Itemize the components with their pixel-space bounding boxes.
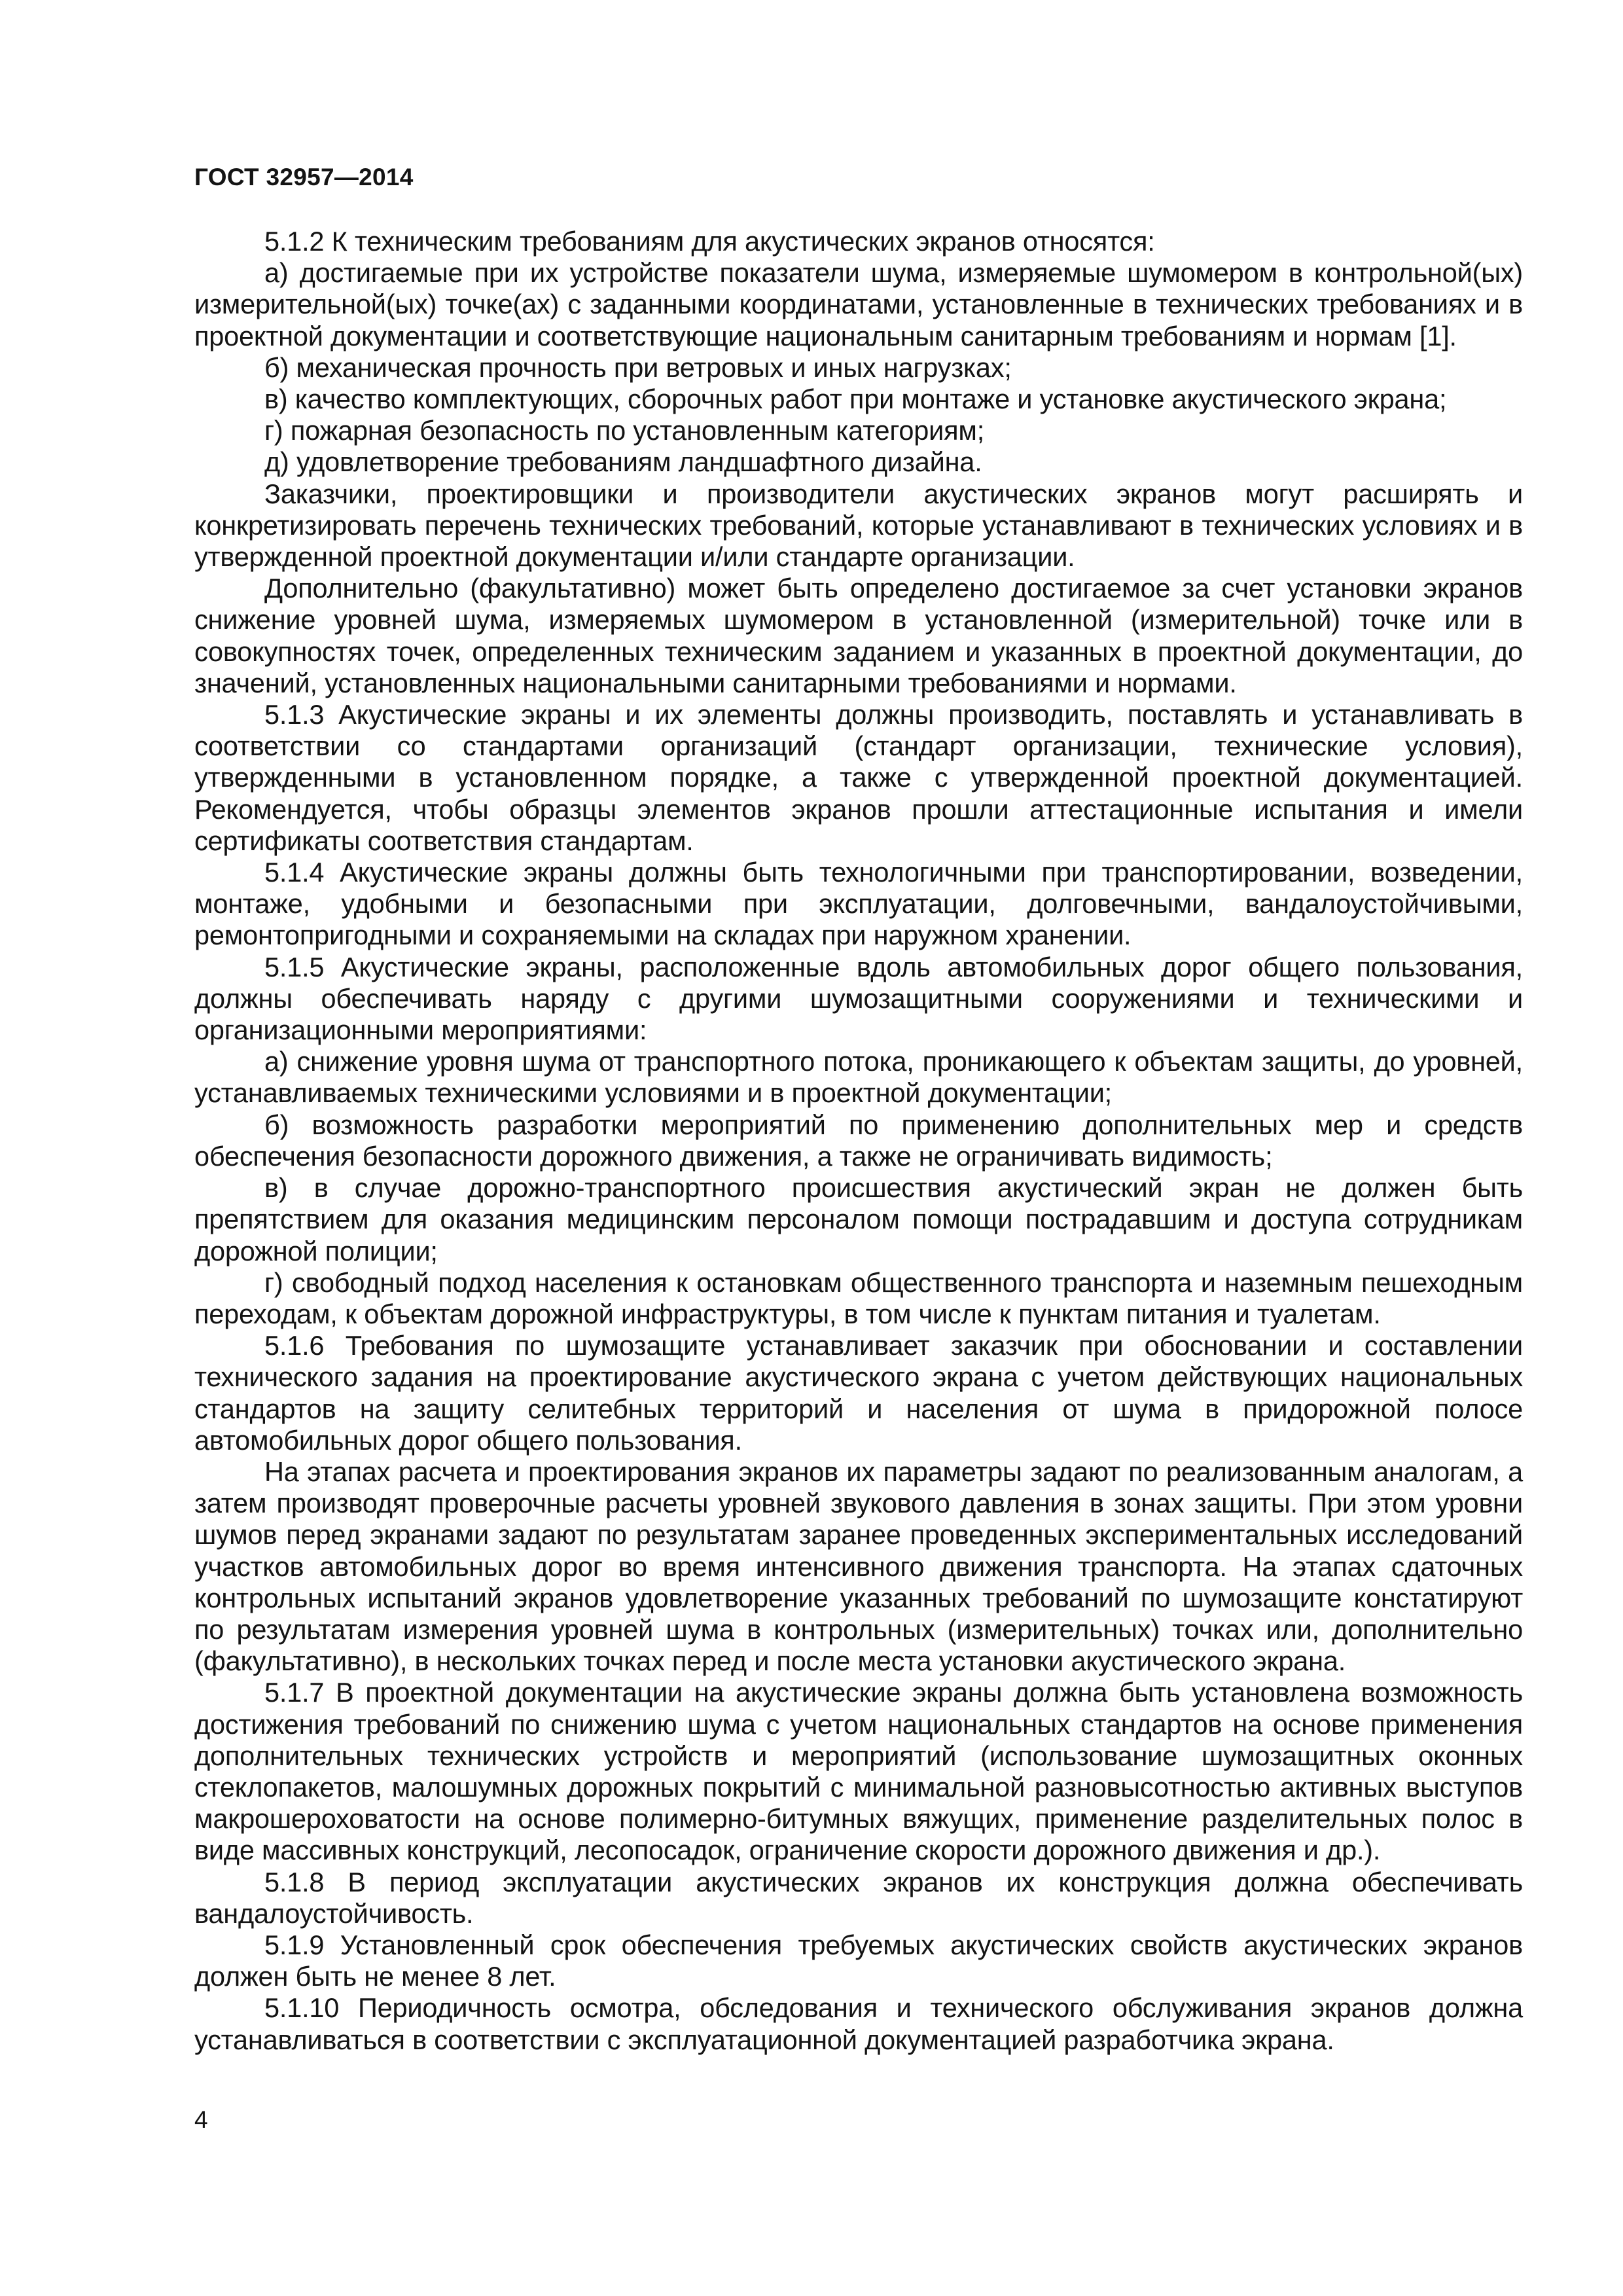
paragraph-5-1-4: 5.1.4 Акустические экраны должны быть технологичными при транспортировании, возведении, монтаже, удобными и безопасными при эксплуатации, долговечными, вандалоустойчивыми, ремонтопригодными и сохраняемыми на складах при наружном хранении. (194, 857, 1523, 951)
paragraph-5-1-9: 5.1.9 Установленный срок обеспечения требуемых акустических свойств акустических экранов должен быть не менее 8 лет. (194, 1929, 1523, 1992)
document-code-header: ГОСТ 32957—2014 (194, 164, 414, 190)
paragraph-5-1-3: 5.1.3 Акустические экраны и их элементы должны производить, поставлять и устанавливать в соответствии со стандартами организаций (стандарт организации, технические условия), утвержденными в установленном порядке, а также с утвержденной проектной документацией. Рекомендуется, чтобы образцы элементов экранов прошли аттестационные испытания и имели сертификаты соответствия стандартам. (194, 699, 1523, 856)
paragraph-5-1-10: 5.1.10 Периодичность осмотра, обследования и технического обслуживания экранов должна устанавливаться в соответствии с эксплуатационной документацией разработчика экрана. (194, 1992, 1523, 2055)
list-item-a-noise: а) снижение уровня шума от транспортного потока, проникающего к объектам защиты, до уровней, устанавливаемых техническими условиями и в проектной документации; (194, 1046, 1523, 1109)
list-item-v: в) качество комплектующих, сборочных работ при монтаже и установке акустического экрана; (264, 384, 1447, 415)
list-item-g-access: г) свободный подход населения к остановкам общественного транспорта и наземным пешеходным переходам, к объектам дорожной инфраструктуры, в том числе к пунктам питания и туалетам. (194, 1266, 1523, 1329)
list-item-g: г) пожарная безопасность по установленным категориям; (264, 415, 985, 446)
paragraph-5-1-6: 5.1.6 Требования по шумозащите устанавливает заказчик при обосновании и составлении технического задания на проектирование акустического экрана с учетом действующих национальных стандартов на защиту селитебных территорий и населения от шума в придорожной полосе автомобильных дорог общего пользования. (194, 1330, 1523, 1456)
paragraph-design-stages: На этапах расчета и проектирования экранов их параметры задают по реализованным аналогам, а затем производят проверочные расчеты уровней звукового давления в зонах защиты. При этом уровни шумов перед экранами задают по результатам заранее проведенных экспериментальных исследований участков автомобильных дорог во время интенсивного движения транспорта. На этапах сдаточных контрольных испытаний экранов удовлетворение указанных требований по шумозащите констатируют по результатам измерения уровней шума в контрольных (измерительных) точках или, дополнительно (факультативно), в нескольких точках перед и после места установки акустического экрана. (194, 1456, 1523, 1677)
page-number: 4 (194, 2106, 208, 2133)
document-body (194, 226, 1523, 2056)
paragraph-additional: Дополнительно (факультативно) может быть определено достигаемое за счет установки экранов снижение уровней шума, измеряемых шумомером в установленной (измерительной) точке или в совокупностях точек, определенных техническим заданием и указанных в проектной документации, до значений, установленных национальными санитарными требованиями и нормами. (194, 573, 1523, 698)
paragraph-5-1-8: 5.1.8 В период эксплуатации акустических экранов их конструкция должна обеспечивать вандалоустойчивость. (194, 1866, 1523, 1929)
list-item-a: а) достигаемые при их устройстве показатели шума, измеряемые шумомером в контрольной(ых) измерительной(ых) точке(ах) с заданными координатами, установленные в технических требованиях и в проектной документации и соответствующие национальным санитарным требованиям и нормам [1]. (194, 257, 1523, 351)
paragraph-5-1-7: 5.1.7 В проектной документации на акустические экраны должна быть установлена возможность достижения требований по снижению шума с учетом национальных стандартов на основе применения дополнительных технических устройств и мероприятий (использование шумозащитных оконных стеклопакетов, малошумных дорожных покрытий с минимальной разновысотностью активных выступов макрошероховатости на основе полимерно-битумных вяжущих, применение разделительных полос в виде массивных конструкций, лесопосадок, ограничение скорости дорожного движения и др.). (194, 1677, 1523, 1866)
list-item-v-accident: в) в случае дорожно-транспортного происшествия акустический экран не должен быть препятствием для оказания медицинским персоналом помощи пострадавшим и доступа сотрудникам дорожной полиции; (194, 1172, 1523, 1266)
paragraph-customers: Заказчики, проектировщики и производители акустических экранов могут расширять и конкретизировать перечень технических требований, которые устанавливают в технических условиях и в утвержденной проектной документации и/или стандарте организации. (194, 478, 1523, 573)
list-item-b-safety: б) возможность разработки мероприятий по применению дополнительных мер и средств обеспечения безопасности дорожного движения, а также не ограничивать видимость; (194, 1109, 1523, 1172)
list-item-d: д) удовлетворение требованиям ландшафтного дизайна. (264, 446, 982, 478)
paragraph-5-1-2: 5.1.2 К техническим требованиям для акустических экранов относятся: (264, 226, 1155, 257)
list-item-b: б) механическая прочность при ветровых и иных нагрузках; (264, 351, 1012, 383)
paragraph-5-1-5: 5.1.5 Акустические экраны, расположенные вдоль автомобильных дорог общего пользования, должны обеспечивать наряду с другими шумозащитными сооружениями и техническими и организационными мероприятиями: (194, 951, 1523, 1046)
